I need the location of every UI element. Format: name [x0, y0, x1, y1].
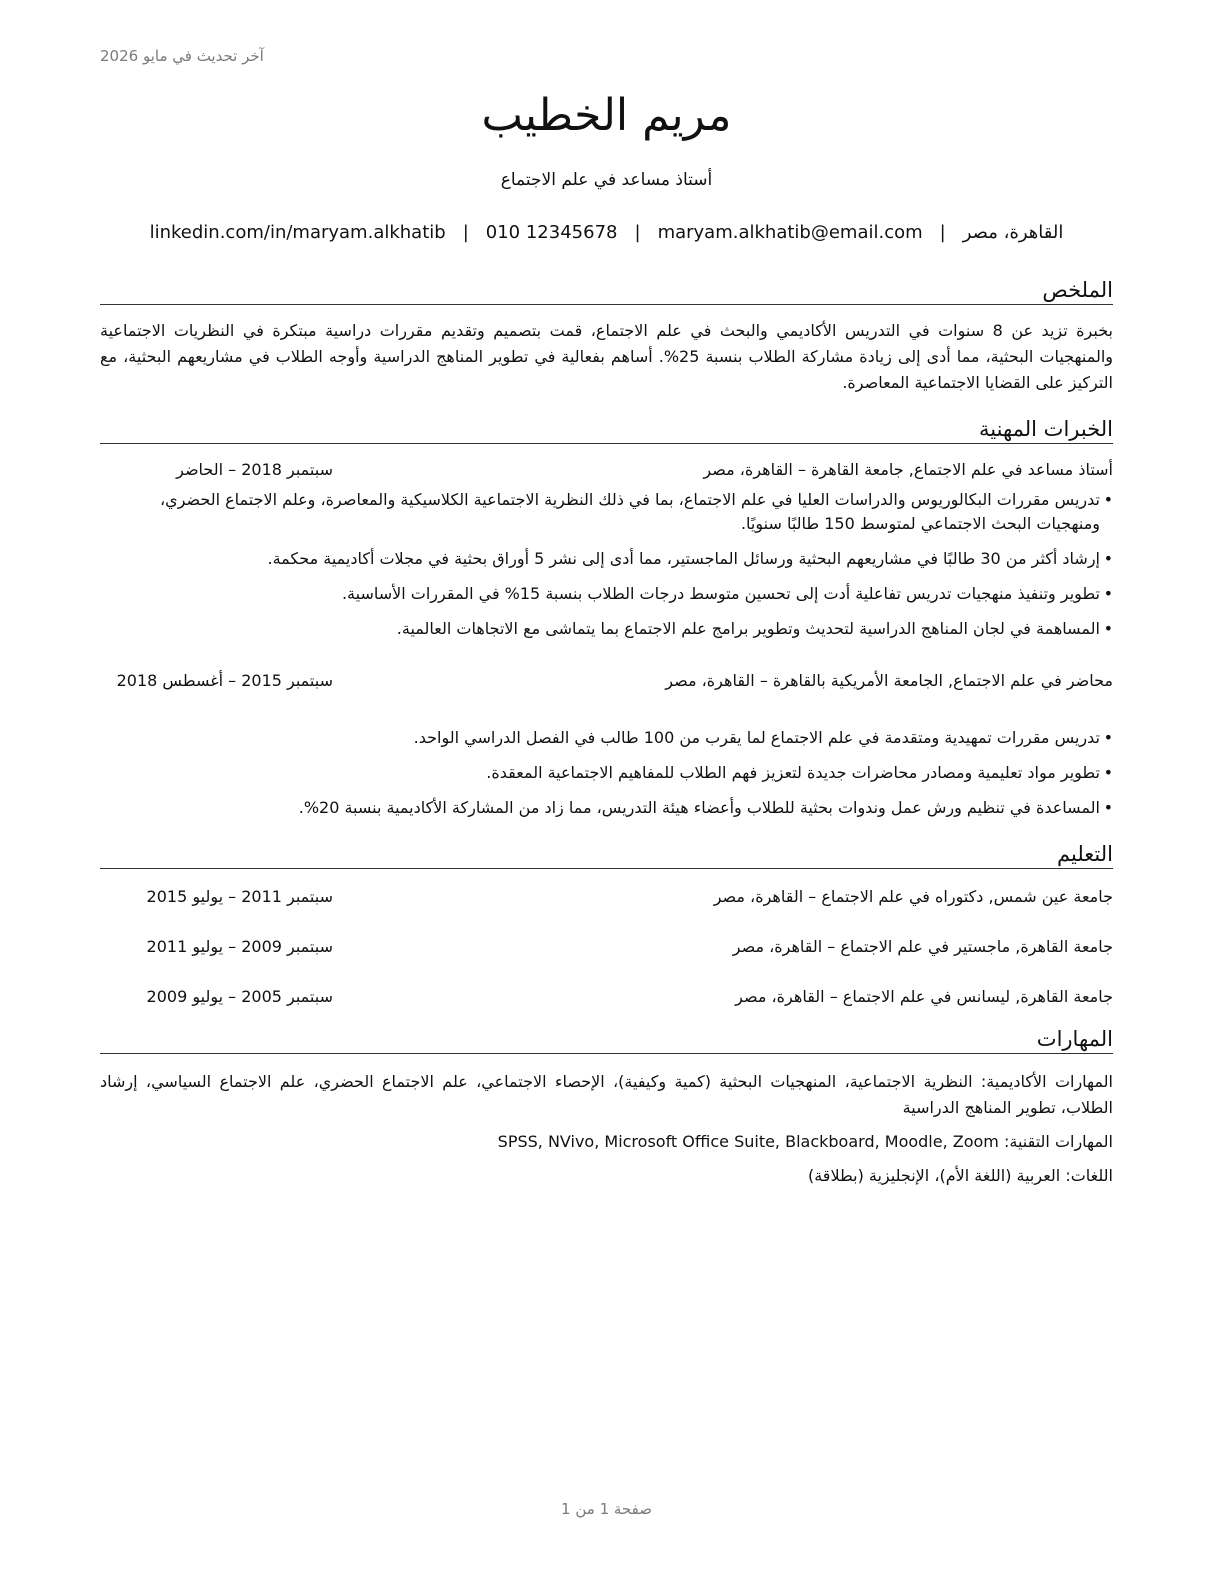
candidate-name: مريم الخطيب: [481, 90, 732, 141]
job-dates: سبتمبر 2018 – الحاضر: [176, 460, 333, 479]
job-bullet: • المساعدة في تنظيم ورش عمل وندوات بحثية للطلاب وأعضاء هيئة التدريس، مما زاد من المشاركة الأكاديمية بنسبة 20%.: [100, 796, 1113, 820]
job-bullet: • تدريس مقررات تمهيدية ومتقدمة في علم الاجتماع لما يقرب من 100 طالب في الفصل الدراسي الواحد.: [100, 726, 1113, 750]
education-degree: جامعة القاهرة, ماجستير في علم الاجتماع – القاهرة، مصر: [732, 937, 1113, 956]
contact-email[interactable]: maryam.alkhatib@email.com: [657, 222, 923, 243]
education-dates: سبتمبر 2011 – يوليو 2015: [146, 887, 333, 906]
skills-technical: [100, 1129, 1113, 1155]
job-role: أستاذ مساعد في علم الاجتماع, جامعة القاهرة – القاهرة، مصر: [703, 460, 1113, 479]
last-updated-note: آخر تحديث في مايو 2026: [100, 47, 264, 65]
job-bullet: • تدريس مقررات البكالوريوس والدراسات العليا في علم الاجتماع، بما في ذلك النظرية الاجتماعية الكلاسيكية والمعاصرة، وعلم الاجتماع الحضري، ومنهجيات البحث الاجتماعي لمتوسط 150 طالبًا سنويًا.: [100, 488, 1113, 536]
skills-academic: المهارات الأكاديمية: النظرية الاجتماعية، المنهجيات البحثية (كمية وكيفية)، الإحصاء الاجتماعي، علم الاجتماع الحضري، علم الاجتماع السياسي، إرشاد الطلاب، تطوير المناهج الدراسية: [100, 1072, 1113, 1117]
skills-technical-label: المهارات التقنية:: [1003, 1132, 1113, 1151]
contact-linkedin[interactable]: linkedin.com/in/maryam.alkhatib: [149, 222, 446, 243]
skills-languages: اللغات: العربية (اللغة الأم)، الإنجليزية (بطلاقة): [807, 1166, 1113, 1185]
skills-heading: المهارات: [100, 1025, 1113, 1054]
contact-line: [100, 222, 1113, 243]
job-bullet: • المساهمة في لجان المناهج الدراسية لتحديث وتطوير برامج علم الاجتماع بما يتماشى مع الاتجاهات العالمية.: [100, 617, 1113, 641]
experience-heading: الخبرات المهنية: [100, 415, 1113, 444]
contact-separator: |: [634, 222, 641, 243]
summary-heading: الملخص: [100, 276, 1113, 305]
contact-separator: |: [939, 222, 946, 243]
page-number: صفحة 1 من 1: [561, 1500, 652, 1518]
job-bullet: • تطوير وتنفيذ منهجيات تدريس تفاعلية أدت إلى تحسين متوسط درجات الطلاب بنسبة 15% في المقررات الأساسية.: [100, 582, 1113, 606]
education-degree: جامعة عين شمس, دكتوراه في علم الاجتماع – القاهرة، مصر: [713, 887, 1113, 906]
contact-location: القاهرة، مصر: [962, 222, 1064, 243]
education-degree: جامعة القاهرة, ليسانس في علم الاجتماع – القاهرة، مصر: [735, 987, 1113, 1006]
job-bullets: [100, 488, 1113, 652]
summary-text: بخبرة تزيد عن 8 سنوات في التدريس الأكاديمي والبحث في علم الاجتماع، قمت بتصميم وتقديم مقررات دراسية مبتكرة في النظريات الاجتماعية والمنهجيات البحثية، مما أدى إلى زيادة مشاركة الطلاب بنسبة 25%. أساهم بفعالية في تطوير المناهج الدراسية وأوجه الطلاب في مشاريعهم البحثية، مع التركيز على القضايا الاجتماعية المعاصرة.: [100, 321, 1114, 392]
job-bullet: • إرشاد أكثر من 30 طالبًا في مشاريعهم البحثية ورسائل الماجستير، مما أدى إلى نشر 5 أوراق بحثية في مجلات أكاديمية محكمة.: [100, 547, 1113, 571]
resume-page: [100, 0, 1113, 1584]
contact-separator: |: [462, 222, 469, 243]
education-dates: سبتمبر 2009 – يوليو 2011: [146, 937, 333, 956]
skills-technical-value: SPSS, NVivo, Microsoft Office Suite, Blackboard, Moodle, Zoom: [497, 1132, 999, 1151]
job-dates: سبتمبر 2015 – أغسطس 2018: [116, 671, 333, 690]
candidate-title: أستاذ مساعد في علم الاجتماع: [500, 170, 713, 190]
education-dates: سبتمبر 2005 – يوليو 2009: [146, 987, 333, 1006]
education-heading: التعليم: [100, 840, 1113, 869]
job-bullets: [100, 726, 1113, 831]
job-bullet: • تطوير مواد تعليمية ومصادر محاضرات جديدة لتعزيز فهم الطلاب للمفاهيم الاجتماعية المعقدة.: [100, 761, 1113, 785]
contact-phone[interactable]: 010 12345678: [485, 222, 618, 243]
job-role: محاضر في علم الاجتماع, الجامعة الأمريكية بالقاهرة – القاهرة، مصر: [665, 671, 1113, 690]
